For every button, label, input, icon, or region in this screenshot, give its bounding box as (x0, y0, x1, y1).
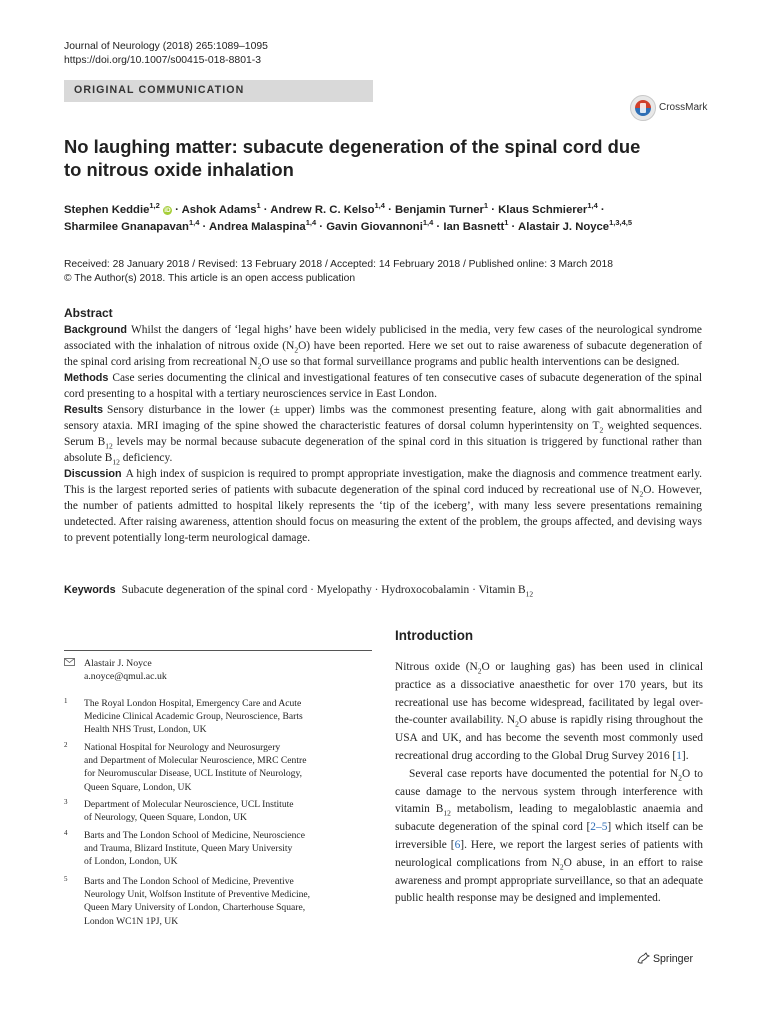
author-affiliation: 1,2 (149, 201, 160, 211)
keywords-text: Subacute degeneration of the spinal cord · Myelopathy · Hydroxocobalamin · Vitamin B (121, 584, 526, 596)
text-run: metabolism, leading to megaloblastic anaemia and subacute degeneration of the spinal cord [ (395, 803, 703, 834)
paragraph (395, 659, 703, 766)
affiliation-line: Neurology Unit, Wolfson Institute of Preventive Medicine, (84, 889, 311, 901)
text-run: levels may be normal because subacute degeneration of the spinal cord in this situation is triggered by functional rather than absolute B (64, 436, 702, 464)
affiliation-number: 4 (64, 829, 68, 837)
copyright-line: © The Author(s) 2018. This article is an open access publication (64, 273, 356, 284)
author[interactable] (64, 218, 200, 233)
text-run: ]. Here, we report the largest series of patients with neurological complications from N (395, 838, 703, 869)
author-affiliation: 1,4 (188, 218, 200, 228)
affiliation-line: Department of Molecular Neuroscience, UCL Institute (84, 799, 294, 810)
crossmark-label: CrossMark (659, 102, 708, 113)
paragraph (395, 766, 703, 908)
subscript: 12 (112, 457, 120, 467)
text-run: Case series documenting the clinical and investigational features of ten consecutive cases of subacute degeneration of the spinal cord presenting to a hospital with a tertiary neurosciences service in East London. (64, 372, 702, 400)
author-affiliation: 1,3,4,5 (609, 218, 633, 228)
introduction-heading: Introduction (395, 628, 474, 643)
article-title (64, 135, 664, 181)
author-name: Alastair J. Noyce (518, 221, 610, 233)
text-run: O) have been reported. Here we set out to raise awareness of subacute degeneration of the spinal cord arising from recreational N (64, 340, 703, 368)
affiliation-number: 1 (64, 697, 68, 705)
author[interactable] (64, 201, 160, 216)
author-name: Andrea Malaspina (209, 221, 306, 233)
affiliation-number: 3 (64, 798, 68, 806)
citation-link[interactable]: 1 (676, 749, 682, 762)
journal-citation: Journal of Neurology (2018) 265:1089–1095 (64, 41, 268, 52)
author-name: Ashok Adams (181, 204, 257, 216)
subscript: 2 (515, 719, 519, 729)
affiliation-text (84, 875, 374, 928)
footnote-divider (64, 650, 372, 651)
abstract-label: Background (64, 324, 127, 336)
citation-link[interactable]: 2–5 (590, 821, 608, 834)
abstract-discussion (64, 466, 702, 546)
author-name: Andrew R. C. Kelso (270, 204, 375, 216)
author[interactable] (394, 201, 489, 216)
title-line: to nitrous oxide inhalation (64, 159, 294, 180)
abstract-label: Methods (64, 372, 109, 384)
author[interactable] (209, 218, 317, 233)
text-run: O to cause damage to the nervous system through interference with vitamin B (395, 767, 703, 816)
dates-line: Received: 28 January 2018 / Revised: 13 February 2018 / Accepted: 14 February 2018 / Published online: 3 March 2018 (64, 259, 613, 270)
keywords-label: Keywords (64, 584, 116, 596)
affiliation-line: and Trauma, Blizard Institute, Queen Mary University (84, 843, 293, 855)
section-banner (64, 80, 373, 102)
author[interactable] (498, 201, 598, 216)
subscript: 2 (257, 361, 262, 371)
abstract-methods (64, 370, 702, 402)
author-affiliation: 1,4 (587, 201, 598, 211)
affiliation-line: London WC1N 1PJ, UK (84, 915, 179, 927)
text-run: A high index of suspicion is required to prompt appropriate investigation, make the diagnosis and commence treatment early. This is the largest reported series of patients with subacute degeneration of the spinal cord induced by recreational use of N (64, 468, 702, 496)
affiliation (64, 741, 372, 794)
text-run: Several case reports have documented the potential for N (409, 767, 679, 780)
subscript: 2 (599, 425, 604, 435)
text-run: O or laughing gas) has been used in clinical practice as a dissociative anaesthetic for over 170 years, but its recreational use has become widespread, facilitated by legal over-the-counter availability. N (395, 661, 703, 727)
crossmark-icon (629, 94, 657, 122)
contact-block (84, 657, 167, 683)
affiliation-line: Barts and The London School of Medicine, Neuroscience (84, 830, 305, 841)
author[interactable] (270, 201, 385, 216)
affiliation-text (84, 829, 374, 869)
author-name: Sharmilee Gnanapavan (64, 221, 189, 233)
springer-horse-icon (636, 952, 650, 964)
abstract-body (64, 322, 702, 546)
subscript: 2 (678, 773, 682, 783)
affiliation-line: Queen Mary University of London, Charterhouse Square, (84, 902, 306, 914)
corresponding-author (64, 657, 372, 687)
text-run: Nitrous oxide (N (395, 661, 478, 673)
author[interactable] (443, 218, 509, 233)
subscript: 12 (105, 441, 113, 451)
affiliation (64, 829, 372, 869)
affiliation (64, 798, 372, 825)
contact-email[interactable]: a.noyce@qmul.ac.uk (84, 671, 167, 682)
subscript: 2 (559, 862, 564, 872)
publication-dates (64, 258, 704, 286)
author[interactable] (181, 201, 261, 216)
affiliation-line: of London, London, UK (84, 856, 178, 868)
keywords (64, 582, 704, 598)
text-run: Whilst the dangers of ‘legal highs’ have been widely publicised in the media, very few cases of the neurological syndrome associated with the inhalation of nitrous oxide (N (64, 324, 702, 352)
affiliation-line: Barts and The London School of Medicine, Preventive (84, 876, 294, 887)
text-run: ] which itself can be irreversible [ (395, 821, 704, 851)
affiliation-line: National Hospital for Neurology and Neurosurgery (84, 742, 281, 753)
subscript: 12 (443, 808, 451, 818)
doi-link[interactable]: https://doi.org/10.1007/s00415-018-8801-3 (64, 55, 261, 66)
affiliation-text (84, 741, 374, 794)
author-name: Benjamin Turner (394, 204, 484, 216)
text-run: O abuse is rapidly rising throughout the USA and UK, and has become the seventh most commonly used recreational drug according to the Global Drug Survey 2016 [ (395, 714, 703, 762)
text-run: O. However, the number of patients admitted to hospital likely represents the ‘tip of the iceberg’, with many less severe presentations remaining undetected. After raising awareness, attention should focus on measuring the extent of the problem, the groups affected, and devising ways to prevent potentially long-term neurological damage. (64, 484, 703, 544)
author-affiliation: 1 (483, 201, 489, 211)
affiliation-line: and Department of Molecular Neuroscience, MRC Centre (84, 755, 307, 767)
envelope-icon (64, 658, 75, 666)
author-affiliation: 1,4 (305, 218, 317, 228)
author-affiliation: 1 (256, 201, 261, 211)
affiliation-line: Health NHS Trust, London, UK (84, 724, 207, 736)
author-name: Klaus Schmierer (498, 204, 588, 216)
affiliation-line: Medicine Clinical Academic Group, Neuroscience, Barts (84, 711, 303, 723)
subscript: 2 (477, 666, 482, 676)
contact-name: Alastair J. Noyce (84, 658, 152, 669)
text-run: deficiency. (119, 452, 173, 464)
author-affiliation: 1,4 (422, 218, 434, 228)
introduction-body (395, 659, 703, 908)
author-affiliation: 1 (504, 218, 509, 228)
text-run: O use so that formal surveillance programs and public health interventions can be designed. (261, 356, 680, 368)
subscript: 2 (639, 489, 644, 499)
text-run: ]. (681, 749, 689, 762)
affiliation-line: for Neuromuscular Disease, UCL Institute of Neurology, (84, 768, 303, 780)
text-run: Sensory disturbance in the lower (± upper) limbs was the commonest presenting feature, along with gait abnormalities and sensory ataxia. MRI imaging of the spine showed the characteristic features of dorsal column hyperintensity on T (64, 404, 702, 432)
affiliation-line: The Royal London Hospital, Emergency Care and Acute (84, 698, 302, 709)
author-list: Stephen Keddie$^{1,2}$ iD · Ashok Adams$^1$ · Andrew R. C. Kelso$^{1,4}$ · Benjamin Turner$^1$ · Klaus Schmierer$^{1,4}$ · Sharmilee Gnanapavan$^{1,4}$ · Andrea Malaspina$^{1,4}$ · Gavin Giovannoni$^{1,4}$ · Ian Basnett$^1$ · Alastair J. Noyce$^{1,3,4,5}$ (64, 201, 633, 233)
affiliation (64, 697, 372, 737)
affiliation-line: of Neurology, Queen Square, London, UK (84, 812, 247, 824)
author-affiliation: 1,4 (374, 201, 385, 211)
text-run: weighted sequences. Serum B (64, 420, 702, 448)
abstract-label: Results (64, 404, 104, 416)
author-name: Ian Basnett (443, 221, 505, 233)
author-name: Stephen Keddie (64, 204, 150, 216)
publisher-name: Springer (652, 953, 693, 965)
subscript: 12 (525, 589, 534, 599)
affiliation-line: Queen Square, London, UK (84, 781, 192, 793)
crossmark-badge[interactable] (629, 94, 739, 122)
abstract-label: Discussion (64, 468, 122, 480)
section-label: ORIGINAL COMMUNICATION (74, 84, 245, 96)
citation-link[interactable]: 6 (454, 838, 461, 851)
publisher-logo (636, 952, 693, 965)
text-run: O abuse, in an effort to raise awareness and prompt appropriate surveillance, so that an adequate public health response may be designed and implemented. (395, 856, 703, 905)
subscript: 2 (294, 345, 299, 355)
abstract-heading: Abstract (64, 306, 113, 320)
abstract-results (64, 402, 702, 466)
author-name: Gavin Giovannoni (326, 221, 423, 233)
orcid-icon[interactable]: iD (164, 207, 171, 214)
affiliation-text (84, 798, 374, 824)
affiliation-number: 2 (64, 741, 68, 749)
affiliation (64, 875, 372, 928)
abstract-background (64, 322, 702, 370)
affiliation-number: 5 (64, 875, 68, 883)
author[interactable] (326, 218, 434, 233)
author[interactable] (518, 218, 633, 233)
affiliation-text (84, 697, 374, 737)
title-line: No laughing matter: subacute degeneration of the spinal cord due (64, 136, 641, 157)
